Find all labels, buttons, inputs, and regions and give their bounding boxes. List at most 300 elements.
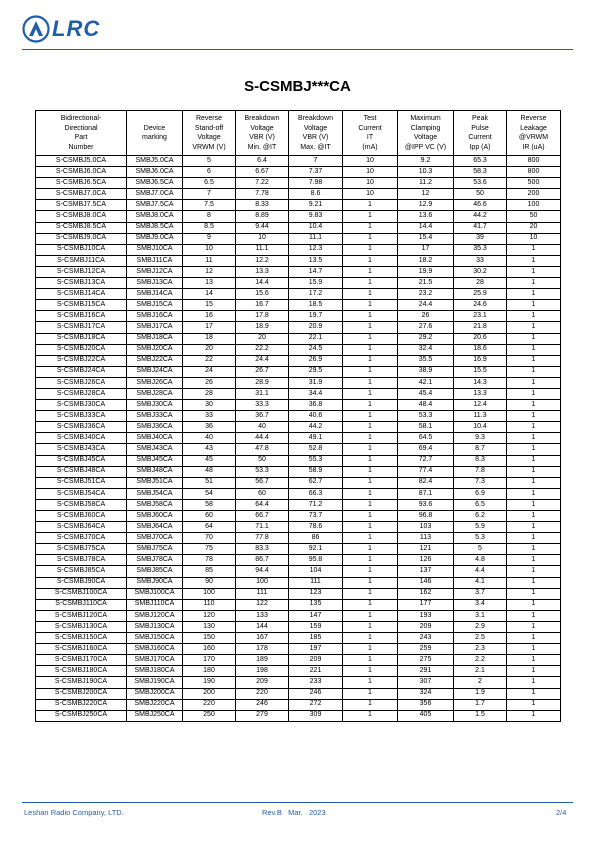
table-cell: S-CSMBJ11CA bbox=[36, 255, 127, 266]
table-cell: 1 bbox=[507, 266, 561, 277]
table-cell: 60 bbox=[183, 511, 236, 522]
table-cell: S-CSMBJ100CA bbox=[36, 588, 127, 599]
table-cell: SMBJ33CA bbox=[127, 411, 183, 422]
table-cell: 1 bbox=[507, 610, 561, 621]
table-cell: SMBJ45CA bbox=[127, 455, 183, 466]
table-cell: 1 bbox=[343, 644, 398, 655]
table-cell: 5 bbox=[454, 544, 507, 555]
table-cell: 85 bbox=[183, 566, 236, 577]
table-cell: 8.6 bbox=[289, 189, 343, 200]
table-cell: 6.67 bbox=[236, 167, 289, 178]
table-cell: 7.37 bbox=[289, 167, 343, 178]
table-cell: 160 bbox=[183, 644, 236, 655]
table-cell: SMBJ20CA bbox=[127, 344, 183, 355]
table-cell: 86 bbox=[289, 533, 343, 544]
table-row bbox=[36, 488, 561, 499]
table-cell: 28.9 bbox=[236, 377, 289, 388]
table-cell: SMBJ36CA bbox=[127, 422, 183, 433]
table-cell: 1 bbox=[507, 655, 561, 666]
table-cell: 122 bbox=[236, 599, 289, 610]
table-cell: 147 bbox=[289, 610, 343, 621]
table-cell: 1 bbox=[507, 499, 561, 510]
table-row bbox=[36, 499, 561, 510]
table-cell: 9.3 bbox=[454, 433, 507, 444]
table-cell: 1 bbox=[343, 511, 398, 522]
table-cell: SMBJ12CA bbox=[127, 266, 183, 277]
table-cell: 1 bbox=[507, 300, 561, 311]
table-cell: 45.4 bbox=[398, 388, 454, 399]
table-row bbox=[36, 222, 561, 233]
table-row bbox=[36, 466, 561, 477]
table-cell: 7.3 bbox=[454, 477, 507, 488]
table-cell: SMBJ16CA bbox=[127, 311, 183, 322]
table-cell: S-CSMBJ33CA bbox=[36, 411, 127, 422]
table-cell: SMBJ13CA bbox=[127, 278, 183, 289]
footer-page-number: 2/4 bbox=[556, 808, 567, 817]
table-cell: 2 bbox=[454, 677, 507, 688]
table-cell: 1 bbox=[507, 388, 561, 399]
table-cell: 1 bbox=[507, 278, 561, 289]
table-cell: SMBJ6.5CA bbox=[127, 178, 183, 189]
table-cell: 177 bbox=[398, 599, 454, 610]
table-cell: 2.1 bbox=[454, 666, 507, 677]
table-cell: 7 bbox=[289, 156, 343, 167]
table-cell: S-CSMBJ15CA bbox=[36, 300, 127, 311]
table-cell: 9 bbox=[183, 233, 236, 244]
table-cell: 111 bbox=[289, 577, 343, 588]
table-cell: 6.5 bbox=[454, 499, 507, 510]
table-cell: 1 bbox=[507, 666, 561, 677]
table-cell: 1 bbox=[343, 599, 398, 610]
column-header-line: Ipp (A) bbox=[469, 143, 491, 151]
table-cell: SMBJ11CA bbox=[127, 255, 183, 266]
table-cell: SMBJ64CA bbox=[127, 522, 183, 533]
table-cell: 20 bbox=[507, 222, 561, 233]
table-cell: 2.5 bbox=[454, 633, 507, 644]
table-cell: 28 bbox=[454, 278, 507, 289]
table-cell: S-CSMBJ22CA bbox=[36, 355, 127, 366]
table-cell: S-CSMBJ9.0CA bbox=[36, 233, 127, 244]
table-cell: 1 bbox=[343, 466, 398, 477]
table-cell: 100 bbox=[183, 588, 236, 599]
table-cell: 6.4 bbox=[236, 156, 289, 167]
table-cell: 180 bbox=[183, 666, 236, 677]
footer-revision: Rev.B Mar. 2023 bbox=[262, 808, 326, 817]
table-cell: 31.1 bbox=[236, 388, 289, 399]
table-cell: 1 bbox=[343, 699, 398, 710]
table-cell: 17.8 bbox=[236, 311, 289, 322]
table-cell: S-CSMBJ26CA bbox=[36, 377, 127, 388]
table-cell: 7.98 bbox=[289, 178, 343, 189]
column-header-line: (mA) bbox=[362, 143, 378, 151]
table-cell: S-CSMBJ160CA bbox=[36, 644, 127, 655]
table-row bbox=[36, 355, 561, 366]
table-cell: 30 bbox=[183, 400, 236, 411]
column-header-line: IT bbox=[366, 134, 374, 141]
table-cell: 1 bbox=[507, 344, 561, 355]
table-cell: 78.6 bbox=[289, 522, 343, 533]
table-cell: 46.6 bbox=[454, 200, 507, 211]
table-row bbox=[36, 266, 561, 277]
lrc-logo-icon bbox=[22, 15, 50, 43]
table-cell: 95.8 bbox=[289, 555, 343, 566]
table-cell: 6.5 bbox=[183, 178, 236, 189]
table-row bbox=[36, 477, 561, 488]
table-cell: 44.4 bbox=[236, 433, 289, 444]
table-row bbox=[36, 511, 561, 522]
table-cell: 83.3 bbox=[236, 544, 289, 555]
table-cell: 15.5 bbox=[454, 366, 507, 377]
table-cell: 200 bbox=[507, 189, 561, 200]
table-cell: 82.4 bbox=[398, 477, 454, 488]
table-row bbox=[36, 710, 561, 721]
table-cell: SMBJ85CA bbox=[127, 566, 183, 577]
table-row bbox=[36, 544, 561, 555]
table-row bbox=[36, 300, 561, 311]
table-cell: 35.5 bbox=[398, 355, 454, 366]
table-cell: 14 bbox=[183, 289, 236, 300]
table-cell: 36.8 bbox=[289, 400, 343, 411]
table-cell: 33 bbox=[183, 411, 236, 422]
table-cell: 18 bbox=[183, 333, 236, 344]
table-row bbox=[36, 244, 561, 255]
table-cell: 14.3 bbox=[454, 377, 507, 388]
column-header-line: Test bbox=[363, 115, 377, 122]
table-cell: 36 bbox=[183, 422, 236, 433]
table-cell: SMBJ24CA bbox=[127, 366, 183, 377]
table-cell: 90 bbox=[183, 577, 236, 588]
table-cell: 62.7 bbox=[289, 477, 343, 488]
table-cell: 13.5 bbox=[289, 255, 343, 266]
table-cell: 66.7 bbox=[236, 511, 289, 522]
table-cell: 104 bbox=[289, 566, 343, 577]
table-cell: S-CSMBJ78CA bbox=[36, 555, 127, 566]
table-cell: SMBJ26CA bbox=[127, 377, 183, 388]
table-cell: 309 bbox=[289, 710, 343, 721]
table-cell: SMBJ48CA bbox=[127, 466, 183, 477]
table-cell: 64.5 bbox=[398, 433, 454, 444]
table-cell: 11 bbox=[183, 255, 236, 266]
table-cell: 9.21 bbox=[289, 200, 343, 211]
table-cell: S-CSMBJ7.5CA bbox=[36, 200, 127, 211]
table-cell: 5.3 bbox=[454, 533, 507, 544]
table-cell: 19.9 bbox=[398, 266, 454, 277]
table-cell: S-CSMBJ28CA bbox=[36, 388, 127, 399]
column-header-line: @VRWM bbox=[518, 134, 549, 141]
table-cell: 123 bbox=[289, 588, 343, 599]
table-row bbox=[36, 344, 561, 355]
table-cell: 126 bbox=[398, 555, 454, 566]
table-cell: 40.6 bbox=[289, 411, 343, 422]
table-cell: S-CSMBJ8.5CA bbox=[36, 222, 127, 233]
table-cell: S-CSMBJ200CA bbox=[36, 688, 127, 699]
table-row bbox=[36, 178, 561, 189]
table-cell: 1 bbox=[507, 522, 561, 533]
column-header bbox=[36, 111, 127, 156]
table-cell: 58.1 bbox=[398, 422, 454, 433]
table-cell: 10 bbox=[343, 178, 398, 189]
table-cell: 75 bbox=[183, 544, 236, 555]
table-cell: SMBJ200CA bbox=[127, 688, 183, 699]
column-header-line: Current bbox=[468, 134, 492, 141]
table-cell: SMBJ160CA bbox=[127, 644, 183, 655]
table-cell: SMBJ170CA bbox=[127, 655, 183, 666]
table-cell: 20.9 bbox=[289, 322, 343, 333]
table-row bbox=[36, 167, 561, 178]
column-header-line: Pulse bbox=[471, 124, 489, 132]
table-cell: 1 bbox=[343, 433, 398, 444]
table-cell: 17.2 bbox=[289, 289, 343, 300]
table-cell: 13.3 bbox=[236, 266, 289, 277]
table-cell: 12 bbox=[398, 189, 454, 200]
table-cell: 4.1 bbox=[454, 577, 507, 588]
table-cell: 64 bbox=[183, 522, 236, 533]
table-cell: S-CSMBJ220CA bbox=[36, 699, 127, 710]
table-cell: 93.6 bbox=[398, 499, 454, 510]
table-cell: 1 bbox=[507, 311, 561, 322]
table-row bbox=[36, 200, 561, 211]
table-cell: 39 bbox=[454, 233, 507, 244]
table-cell: 77.4 bbox=[398, 466, 454, 477]
table-cell: 1 bbox=[507, 400, 561, 411]
table-cell: 275 bbox=[398, 655, 454, 666]
column-header-line: Number bbox=[68, 143, 94, 151]
column-header bbox=[127, 111, 183, 156]
table-cell: 50 bbox=[507, 211, 561, 222]
table-cell: 233 bbox=[289, 677, 343, 688]
table-row bbox=[36, 388, 561, 399]
table-cell: 1 bbox=[343, 344, 398, 355]
table-row bbox=[36, 289, 561, 300]
table-cell: 72.7 bbox=[398, 455, 454, 466]
table-cell: 1 bbox=[343, 544, 398, 555]
table-row bbox=[36, 211, 561, 222]
table-cell: 32.4 bbox=[398, 344, 454, 355]
table-cell: S-CSMBJ20CA bbox=[36, 344, 127, 355]
table-cell: 54 bbox=[183, 488, 236, 499]
table-cell: 1 bbox=[343, 233, 398, 244]
table-cell: S-CSMBJ5.0CA bbox=[36, 156, 127, 167]
table-cell: 1 bbox=[343, 522, 398, 533]
table-cell: SMBJ58CA bbox=[127, 499, 183, 510]
table-cell: S-CSMBJ150CA bbox=[36, 633, 127, 644]
column-header-line: Device bbox=[143, 124, 166, 132]
table-cell: SMBJ51CA bbox=[127, 477, 183, 488]
table-row bbox=[36, 233, 561, 244]
spec-table bbox=[35, 110, 561, 722]
table-cell: 130 bbox=[183, 621, 236, 632]
table-cell: 13.6 bbox=[398, 211, 454, 222]
table-row bbox=[36, 610, 561, 621]
table-cell: 170 bbox=[183, 655, 236, 666]
table-cell: 1 bbox=[343, 533, 398, 544]
column-header-line: Directional bbox=[64, 124, 98, 132]
table-cell: 4.4 bbox=[454, 566, 507, 577]
table-cell: S-CSMBJ40CA bbox=[36, 433, 127, 444]
table-cell: SMBJ8.5CA bbox=[127, 222, 183, 233]
table-cell: 10.4 bbox=[454, 422, 507, 433]
table-cell: 17 bbox=[183, 322, 236, 333]
table-cell: 26 bbox=[183, 377, 236, 388]
table-cell: 65.3 bbox=[454, 156, 507, 167]
table-cell: SMBJ15CA bbox=[127, 300, 183, 311]
table-row bbox=[36, 444, 561, 455]
table-cell: 1 bbox=[343, 555, 398, 566]
table-cell: 1 bbox=[507, 699, 561, 710]
table-cell: 1 bbox=[507, 533, 561, 544]
table-cell: 24.5 bbox=[289, 344, 343, 355]
table-cell: 12.4 bbox=[454, 400, 507, 411]
table-cell: 30.2 bbox=[454, 266, 507, 277]
table-cell: 198 bbox=[236, 666, 289, 677]
table-cell: 8.33 bbox=[236, 200, 289, 211]
table-cell: 1 bbox=[507, 511, 561, 522]
table-cell: SMBJ90CA bbox=[127, 577, 183, 588]
table-cell: 1 bbox=[507, 433, 561, 444]
table-cell: 9.2 bbox=[398, 156, 454, 167]
column-header-line: IR (uA) bbox=[522, 143, 545, 151]
table-cell: 243 bbox=[398, 633, 454, 644]
table-cell: 7.8 bbox=[454, 466, 507, 477]
table-cell: 21.8 bbox=[454, 322, 507, 333]
table-cell: 24.4 bbox=[398, 300, 454, 311]
table-cell: 6.9 bbox=[454, 488, 507, 499]
table-cell: SMBJ30CA bbox=[127, 400, 183, 411]
table-cell: S-CSMBJ6.0CA bbox=[36, 167, 127, 178]
table-cell: 200 bbox=[183, 688, 236, 699]
table-cell: 70 bbox=[183, 533, 236, 544]
table-cell: S-CSMBJ30CA bbox=[36, 400, 127, 411]
table-cell: 78 bbox=[183, 555, 236, 566]
table-cell: 178 bbox=[236, 644, 289, 655]
table-cell: SMBJ40CA bbox=[127, 433, 183, 444]
table-cell: 1 bbox=[507, 566, 561, 577]
table-cell: 100 bbox=[236, 577, 289, 588]
column-header-line: Peak bbox=[472, 115, 488, 122]
table-cell: S-CSMBJ48CA bbox=[36, 466, 127, 477]
table-cell: 12 bbox=[183, 266, 236, 277]
table-cell: 58.9 bbox=[289, 466, 343, 477]
table-cell: 3.7 bbox=[454, 588, 507, 599]
table-cell: 272 bbox=[289, 699, 343, 710]
table-cell: 26.7 bbox=[236, 366, 289, 377]
table-cell: 1 bbox=[343, 400, 398, 411]
table-cell: 6.2 bbox=[454, 511, 507, 522]
table-row bbox=[36, 311, 561, 322]
table-cell: 7.78 bbox=[236, 189, 289, 200]
table-cell: S-CSMBJ8.0CA bbox=[36, 211, 127, 222]
table-cell: SMBJ7.0CA bbox=[127, 189, 183, 200]
table-cell: 24.4 bbox=[236, 355, 289, 366]
table-cell: 1 bbox=[343, 244, 398, 255]
table-cell: 220 bbox=[183, 699, 236, 710]
table-cell: 1 bbox=[507, 322, 561, 333]
table-cell: 1 bbox=[343, 322, 398, 333]
table-cell: 77.8 bbox=[236, 533, 289, 544]
table-body bbox=[36, 156, 561, 722]
table-cell: 16 bbox=[183, 311, 236, 322]
column-header bbox=[343, 111, 398, 156]
column-header-line: marking bbox=[142, 134, 167, 141]
footer-rule bbox=[22, 802, 573, 803]
column-header-line: Min. @IT bbox=[247, 143, 277, 151]
table-cell: 40 bbox=[183, 433, 236, 444]
table-cell: 13 bbox=[183, 278, 236, 289]
table-cell: 66.3 bbox=[289, 488, 343, 499]
table-cell: 18.2 bbox=[398, 255, 454, 266]
table-cell: 250 bbox=[183, 710, 236, 721]
table-cell: 96.8 bbox=[398, 511, 454, 522]
table-cell: 11.3 bbox=[454, 411, 507, 422]
table-cell: 12.9 bbox=[398, 200, 454, 211]
column-header-line: Breakdown bbox=[297, 115, 334, 122]
table-cell: 1 bbox=[507, 588, 561, 599]
table-cell: 1 bbox=[343, 411, 398, 422]
table-cell: 1 bbox=[507, 255, 561, 266]
table-cell: 16.7 bbox=[236, 300, 289, 311]
table-cell: 20 bbox=[183, 344, 236, 355]
table-row bbox=[36, 433, 561, 444]
table-cell: 1 bbox=[343, 677, 398, 688]
table-cell: 8.89 bbox=[236, 211, 289, 222]
table-cell: 1 bbox=[507, 244, 561, 255]
table-cell: 1 bbox=[507, 366, 561, 377]
table-cell: 1 bbox=[507, 333, 561, 344]
table-cell: S-CSMBJ7.0CA bbox=[36, 189, 127, 200]
table-cell: SMBJ130CA bbox=[127, 621, 183, 632]
table-cell: 1 bbox=[343, 444, 398, 455]
table-cell: 1 bbox=[343, 666, 398, 677]
table-cell: 27.6 bbox=[398, 322, 454, 333]
table-cell: 44.2 bbox=[454, 211, 507, 222]
table-cell: 1 bbox=[343, 377, 398, 388]
column-header bbox=[454, 111, 507, 156]
table-cell: 197 bbox=[289, 644, 343, 655]
table-cell: S-CSMBJ24CA bbox=[36, 366, 127, 377]
table-cell: S-CSMBJ60CA bbox=[36, 511, 127, 522]
table-cell: 87.1 bbox=[398, 488, 454, 499]
table-cell: 1 bbox=[507, 544, 561, 555]
table-cell: 500 bbox=[507, 178, 561, 189]
table-cell: S-CSMBJ64CA bbox=[36, 522, 127, 533]
table-cell: 1.5 bbox=[454, 710, 507, 721]
table-cell: 100 bbox=[507, 200, 561, 211]
table-cell: S-CSMBJ17CA bbox=[36, 322, 127, 333]
column-header bbox=[183, 111, 236, 156]
table-cell: 40 bbox=[236, 422, 289, 433]
table-cell: 45 bbox=[183, 455, 236, 466]
table-cell: 800 bbox=[507, 156, 561, 167]
table-row bbox=[36, 621, 561, 632]
table-cell: 3.4 bbox=[454, 599, 507, 610]
column-header bbox=[507, 111, 561, 156]
table-cell: 167 bbox=[236, 633, 289, 644]
column-header-line: Stand-off bbox=[194, 124, 224, 132]
table-cell: 291 bbox=[398, 666, 454, 677]
table-cell: 133 bbox=[236, 610, 289, 621]
table-cell: 10 bbox=[343, 156, 398, 167]
table-cell: 259 bbox=[398, 644, 454, 655]
table-cell: 18.9 bbox=[236, 322, 289, 333]
table-cell: 800 bbox=[507, 167, 561, 178]
table-cell: S-CSMBJ45CA bbox=[36, 455, 127, 466]
column-header-line: VRWM (V) bbox=[192, 143, 226, 151]
table-cell: 20.6 bbox=[454, 333, 507, 344]
table-cell: 1 bbox=[343, 300, 398, 311]
table-cell: SMBJ220CA bbox=[127, 699, 183, 710]
table-cell: 1 bbox=[343, 266, 398, 277]
column-header-line: Reverse bbox=[520, 115, 547, 122]
